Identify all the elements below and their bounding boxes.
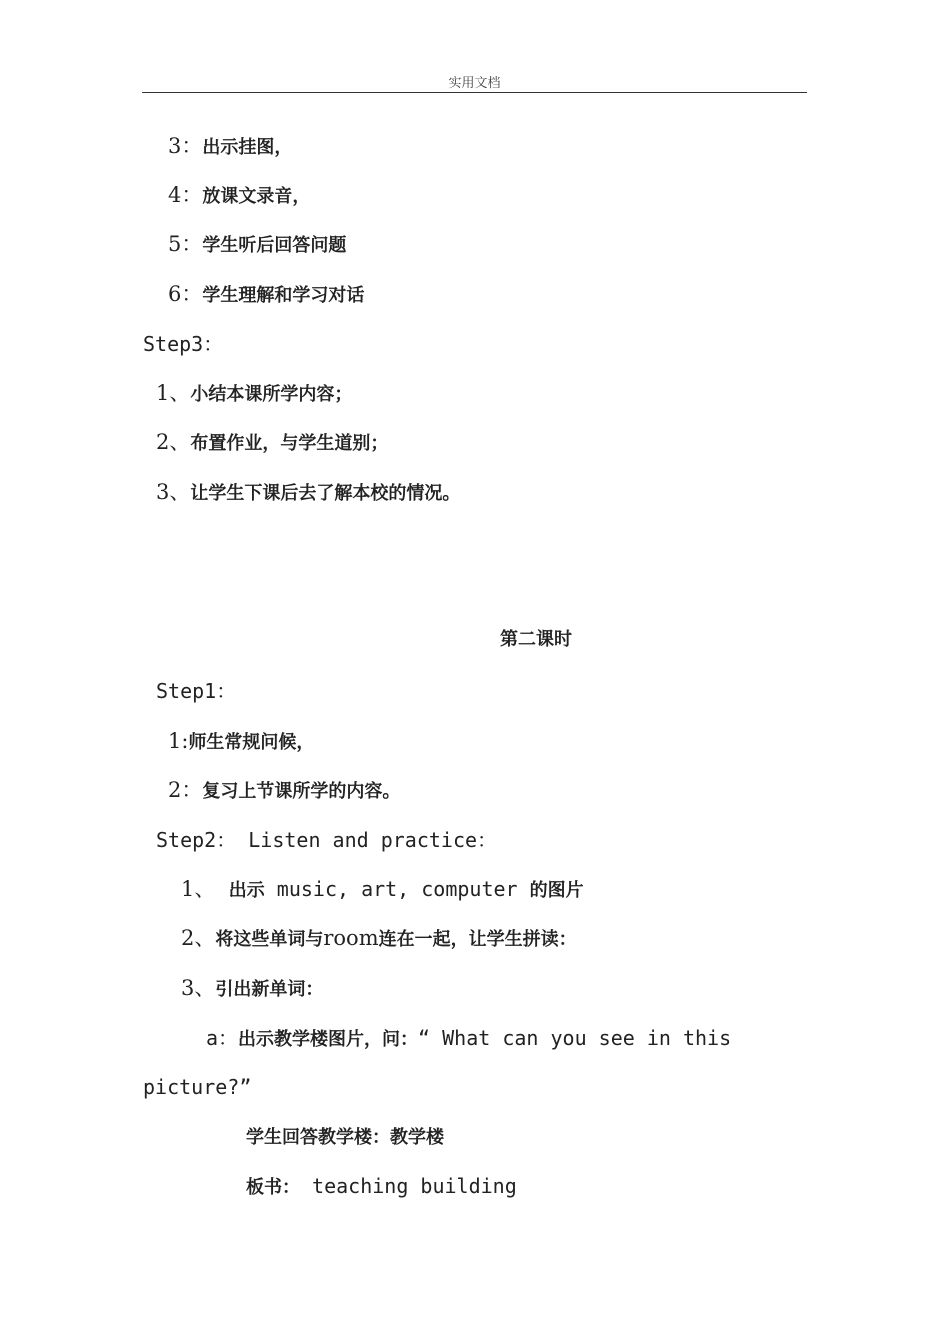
item-text: 的图片 — [529, 880, 584, 901]
item-text: 复习上节课所学的内容。 — [202, 781, 401, 802]
list-item — [156, 380, 352, 408]
item-english: teaching building — [300, 1174, 517, 1198]
item-number: 2、 — [181, 926, 216, 950]
item-number: 1、 — [156, 381, 191, 405]
item-text: 连在一起，让学生拼读： — [378, 929, 577, 950]
item-number: 4： — [168, 183, 203, 207]
item-number: 2： — [168, 778, 203, 802]
item-text: 让学生下课后去了解本校的情况。 — [190, 483, 461, 504]
list-item — [181, 925, 577, 953]
item-text: 布置作业，与学生道别； — [190, 433, 389, 454]
list-item — [168, 281, 364, 309]
list-item — [181, 876, 584, 904]
list-item — [168, 133, 292, 161]
list-item — [168, 777, 400, 805]
item-english: “ What can you see in this — [418, 1026, 732, 1050]
list-item — [181, 975, 323, 1003]
item-label: a： — [206, 1026, 239, 1050]
list-item — [168, 728, 314, 756]
item-number: 2、 — [156, 430, 191, 454]
item-text: 板书： — [246, 1177, 300, 1198]
item-number: 6： — [168, 282, 203, 306]
item-text: 学生回答教学楼： — [246, 1127, 390, 1148]
list-item — [246, 1173, 517, 1201]
step-heading: Step1： — [156, 679, 237, 703]
item-text: 师生常规问候， — [188, 732, 315, 753]
header-divider — [142, 92, 807, 93]
item-text: 出示 — [228, 880, 265, 901]
step-heading: Step3： — [143, 332, 224, 356]
list-item — [168, 182, 310, 210]
list-item — [156, 429, 388, 457]
item-number: 3： — [168, 134, 203, 158]
list-item — [156, 479, 460, 507]
item-number: 5： — [168, 232, 203, 256]
item-number: 3、 — [156, 480, 191, 504]
item-text: 放课文录音， — [202, 186, 311, 207]
item-text: 小结本课所学内容； — [190, 384, 353, 405]
item-text: 学生理解和学习对话 — [202, 285, 365, 306]
item-number: 3、 — [181, 976, 216, 1000]
list-item — [246, 1123, 444, 1151]
item-english: room — [323, 926, 379, 950]
step-heading: Step2： Listen and practice： — [156, 828, 498, 852]
page-header: 实用文档 — [448, 76, 501, 91]
list-item — [206, 1025, 731, 1053]
item-english: music, art, computer — [264, 877, 530, 901]
item-text: 教学楼 — [390, 1127, 444, 1148]
item-text: 引出新单词： — [215, 979, 324, 1000]
item-text: 将这些单词与 — [215, 929, 324, 950]
item-number: 1: — [168, 729, 189, 753]
item-number: 1、 — [181, 877, 216, 901]
item-text: 出示教学楼图片，问： — [238, 1029, 419, 1050]
list-item — [168, 231, 346, 259]
section-title: 第二课时 — [500, 629, 572, 650]
item-text: 出示挂图， — [202, 137, 293, 158]
item-text: 学生听后回答问题 — [202, 235, 347, 256]
continuation-text: picture?” — [143, 1075, 252, 1099]
